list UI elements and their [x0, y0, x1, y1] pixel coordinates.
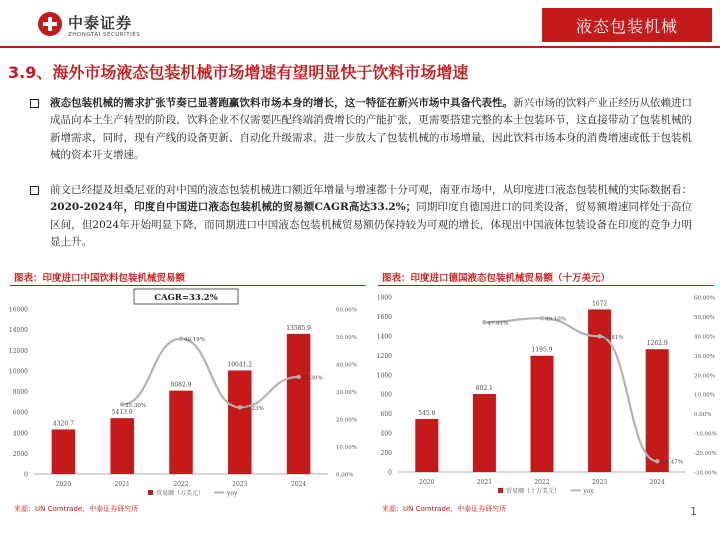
legend-bar-label: 贸易额（万美元） — [156, 490, 205, 497]
yoy-point — [482, 320, 486, 324]
bar — [228, 370, 252, 474]
x-tick-label: 2023 — [232, 481, 248, 488]
paragraph-2-highlight: 2020-2024年，印度自中国进口液态包装机械的贸易额CAGR高达33.2%； — [50, 201, 417, 214]
y-left-tick-label: 800 — [380, 391, 392, 399]
chart-right-source: 来源：UN Comtrade，中泰证券研究所 — [382, 505, 507, 513]
y-left-tick-label: 0 — [388, 469, 392, 477]
y-right-tick-label: 40.00% — [336, 362, 357, 369]
yoy-point — [540, 316, 544, 320]
yoy-data-label: -24.47% — [660, 459, 684, 466]
bar-data-label: 5413.9 — [111, 409, 133, 417]
bar — [52, 429, 76, 474]
page-title: 3.9、海外市场液态包装机械市场增速有望明显快于饮料市场增速 — [8, 63, 469, 82]
y-left-tick-label: 600 — [380, 411, 392, 419]
logo-name: 中泰证券 — [68, 14, 133, 32]
x-tick-label: 2022 — [534, 479, 550, 486]
y-right-tick-label: 60.00% — [336, 307, 357, 314]
yoy-point — [655, 459, 659, 463]
x-tick-label: 2024 — [649, 479, 665, 486]
y-right-tick-label: -30.00% — [694, 470, 717, 477]
section-badge: 液态包装机械 — [542, 8, 712, 42]
legend-line-label: yoy — [227, 490, 238, 497]
logo-icon — [38, 12, 62, 36]
y-left-tick-label: 2000 — [12, 450, 28, 458]
y-left-tick-label: 16000 — [8, 306, 28, 314]
bar-data-label: 802.1 — [475, 385, 493, 393]
yoy-line — [484, 318, 657, 461]
y-right-tick-label: -20.00% — [694, 451, 717, 458]
y-left-tick-label: 10000 — [8, 368, 28, 376]
x-tick-label: 2024 — [290, 481, 307, 488]
bar — [646, 349, 669, 472]
y-left-tick-label: 200 — [380, 450, 392, 458]
chart-right-rule — [378, 285, 714, 286]
y-left-tick-label: 1800 — [376, 294, 392, 302]
y-right-tick-label: -10.00% — [694, 431, 717, 438]
yoy-point — [597, 334, 601, 338]
yoy-data-label: 47.01% — [487, 320, 509, 327]
bar-data-label: 13585.9 — [286, 324, 312, 332]
bar-data-label: 10041.2 — [227, 361, 253, 369]
yoy-point — [238, 405, 242, 409]
y-left-tick-label: 6000 — [12, 409, 28, 417]
x-tick-label: 2023 — [591, 479, 608, 486]
chart-left — [10, 288, 365, 502]
x-tick-label: 2022 — [173, 481, 189, 488]
bar-data-label: 4320.7 — [52, 420, 74, 428]
y-left-tick-label: 400 — [380, 430, 392, 438]
bar — [473, 394, 496, 472]
y-right-tick-label: 30.00% — [336, 390, 357, 396]
y-left-tick-label: 8000 — [12, 389, 28, 396]
bar-data-label: 545.6 — [418, 409, 436, 417]
yoy-data-label: 49.19% — [184, 337, 205, 344]
bar — [169, 391, 193, 474]
y-left-tick-label: 0 — [24, 471, 28, 479]
legend-line-label: yoy — [583, 488, 594, 495]
legend-bar-swatch — [148, 490, 153, 495]
y-left-tick-label: 1000 — [376, 372, 392, 380]
yoy-point — [120, 402, 124, 406]
y-right-tick-label: 10.00% — [336, 445, 357, 451]
y-left-tick-label: 1200 — [376, 352, 392, 360]
x-tick-label: 2020 — [55, 481, 72, 488]
yoy-point — [179, 337, 183, 341]
y-right-tick-label: 20.00% — [694, 373, 715, 380]
yoy-line — [122, 339, 298, 408]
bullet-icon — [30, 186, 39, 195]
y-left-tick-label: 1400 — [376, 333, 392, 341]
paragraph-1-lead: 液态包装机械的需求扩张节奏已显著跑赢饮料市场本身的增长，这一特征在新兴市场中具备代表性。 — [50, 97, 514, 109]
bullet-icon — [30, 99, 39, 108]
chart-right-caption: 图表：印度进口德国液态包装机械贸易额（十万美元） — [382, 273, 611, 284]
y-right-tick-label: 50.00% — [336, 335, 357, 341]
y-right-tick-label: 20.00% — [336, 417, 357, 424]
cagr-annotation: CAGR=33.2% — [154, 293, 218, 303]
bar-data-label: 8082.9 — [170, 381, 192, 389]
bar — [287, 334, 311, 474]
paragraph-1-body: 新兴市场的饮料产业正经历从依赖进口成品向本土生产转型的阶段，饮料企业不仅需要匹配终端消费增长的产能扩张，更需要搭建完整的本土包装环节，这直接带动了包装机械的新增需求，同时，现有产线的设备更新、自动化升级需求，进一步放大了包装机械的市场增量，因此饮料市场本身的消费增速或低于包装机械的资本开支增速。 — [50, 97, 693, 161]
y-right-tick-label: 30.00% — [694, 353, 715, 360]
bar-data-label: 1672 — [591, 300, 608, 308]
bar — [530, 356, 553, 472]
yoy-data-label: 24.23% — [242, 405, 264, 412]
y-right-tick-label: 40.00% — [694, 334, 715, 341]
y-left-tick-label: 14000 — [8, 327, 28, 335]
x-tick-label: 2021 — [476, 479, 493, 486]
y-right-tick-label: 60.00% — [694, 295, 715, 302]
logo-subtitle: ZHONGTAI SECURITIES — [68, 32, 141, 38]
header-divider — [0, 46, 720, 48]
legend-bar-swatch — [498, 488, 503, 493]
chart-left-source: 来源：UN Comtrade，中泰证券研究所 — [14, 505, 139, 513]
paragraph-2-intro: 前文已经提及坦桑尼亚的对中国的液态包装机械进口额近年增量与增速都十分可观，南亚市场中，从印度进口液态包装机械的实际数据看： — [50, 184, 692, 196]
y-left-tick-label: 4000 — [12, 430, 28, 438]
yoy-data-label: 25.30% — [125, 402, 147, 409]
bar — [415, 419, 438, 472]
x-tick-label: 2020 — [419, 479, 435, 486]
bar-data-label: 1195.9 — [531, 346, 553, 354]
paragraph-2-body: 同期印度自德国进口的同类设备，贸易额增速同样处于高位区间，但2024年开始明显下降，而同期进口中国液态包装机械贸易额仍保持较为可观的增长，体现出中国液体包装设备在印度的竞争力明显上升。 — [50, 201, 692, 248]
y-right-tick-label: 10.00% — [694, 392, 715, 399]
x-tick-label: 2021 — [114, 481, 130, 488]
y-left-tick-label: 1600 — [376, 313, 392, 321]
bar — [110, 418, 134, 474]
legend-bar-label: 贸易额（十万美元） — [506, 488, 561, 495]
bar-data-label: 1262.9 — [646, 340, 668, 348]
yoy-data-label: 39.81% — [602, 334, 624, 341]
y-left-tick-label: 12000 — [8, 347, 28, 355]
y-right-tick-label: 0.00% — [336, 472, 354, 479]
chart-left-rule — [10, 285, 365, 286]
page-number: 1 — [690, 505, 697, 518]
y-right-tick-label: 0.00% — [694, 412, 712, 419]
chart-right — [376, 288, 717, 502]
yoy-data-label: 49.10% — [545, 316, 566, 323]
yoy-point — [296, 375, 300, 379]
paragraph-2 — [50, 182, 692, 251]
chart-left-caption: 图表：印度进口中国饮料包装机械贸易额 — [14, 273, 186, 284]
paragraph-1 — [50, 95, 692, 164]
y-right-tick-label: 50.00% — [694, 314, 715, 321]
yoy-data-label: 35.30% — [301, 375, 323, 382]
